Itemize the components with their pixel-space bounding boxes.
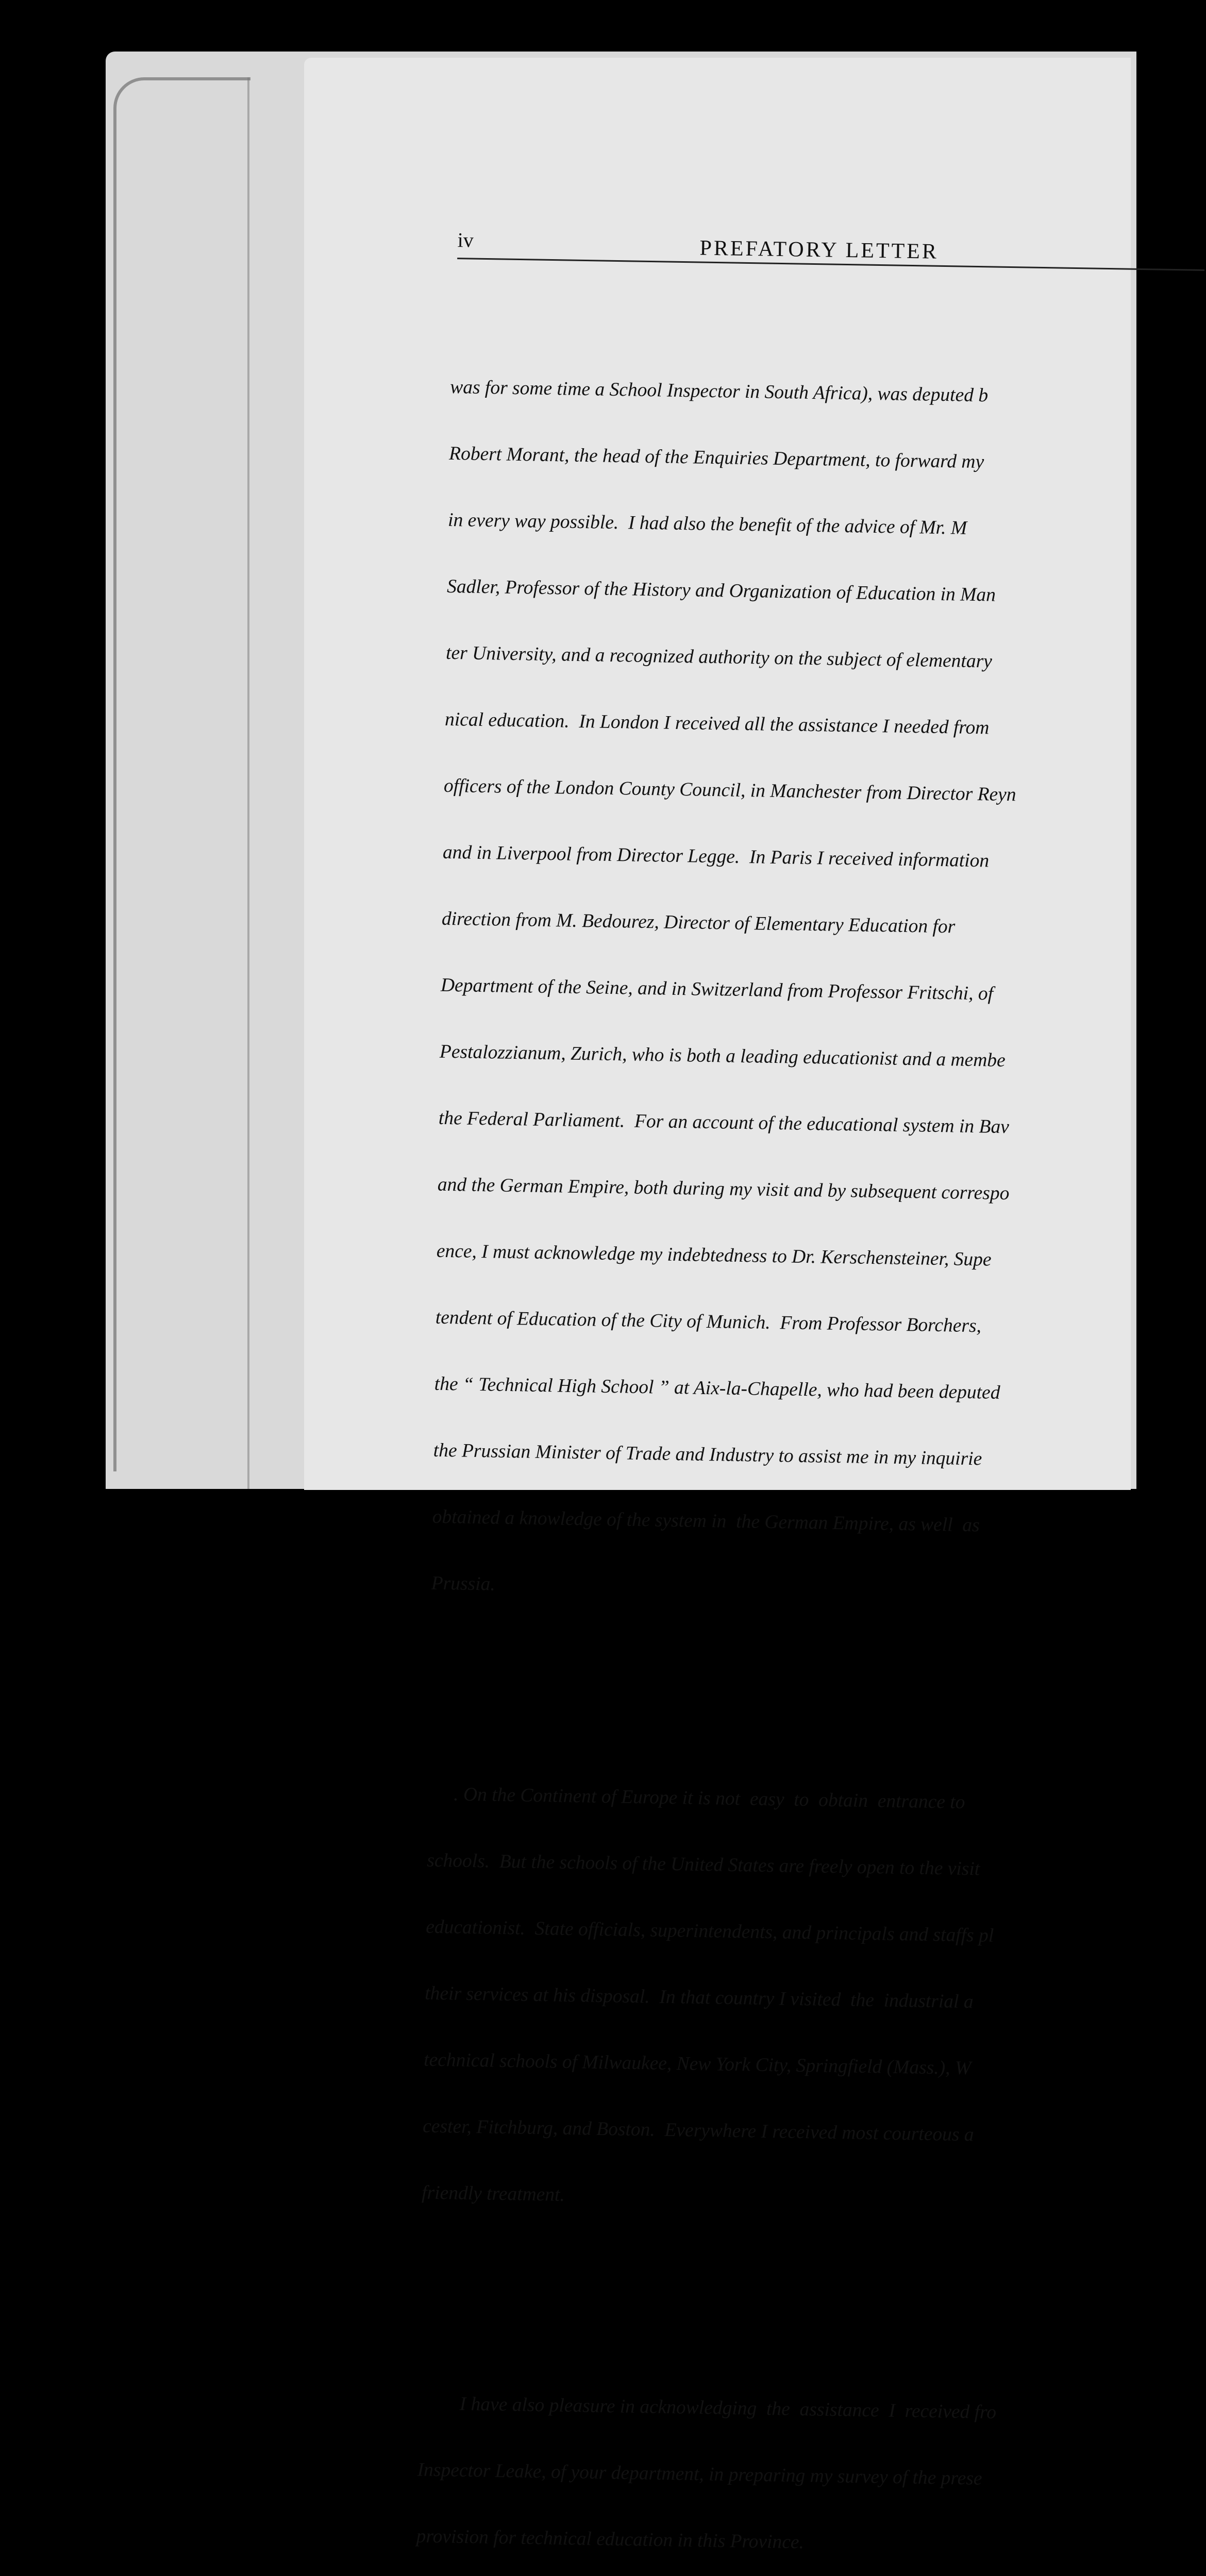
text-line: tendent of Education of the City of Munich. From Professor Borchers, [435,1307,982,1337]
text-line: obtained a knowledge of the system in the German Empire, as well as [432,1506,980,1536]
binding-edge [247,77,311,1489]
body-text [381,287,1204,2576]
text-line: friendly treatment. [421,2182,565,2206]
text-line: schools. But the schools of the United States are freely open to the visit [427,1850,980,1880]
text-line: I have also pleasure in acknowledging the assistance I received fro [459,2393,997,2424]
text-line: and in Liverpool from Director Legge. In Paris I received information [442,841,990,872]
text-line: Pestalozzianum, Zurich, who is both a leading educationist and a membe [439,1041,1006,1072]
text-line: Sadler, Professor of the History and Organization of Education in Man [446,575,996,606]
text-line: Robert Morant, the head of the Enquiries Department, to forward my [448,443,984,473]
paragraph-2 [421,1739,1181,2260]
text-line: and the German Empire, both during my visit and by subsequent correspo [437,1174,1010,1205]
page-number: iv [457,228,474,252]
text-line: Inspector Leake, of your department, in preparing my survey of the prese [417,2459,982,2489]
text-line: in every way possible. I had also the benefit of the advice of Mr. M [447,509,967,539]
text-line: was for some time a School Inspector in South Africa), was deputed b [449,376,989,406]
text-line: direction from M. Bedourez, Director of Elementary Education for [441,908,956,938]
text-line: educationist. State officials, superintendents, and principals and staffs pl [425,1916,994,1946]
page-content [416,166,1206,2553]
text-line: the Federal Parliament. For an account of the educational system in Bav [438,1107,1010,1138]
text-line: their services at his disposal. In that country I visited the industrial a [424,1982,974,2013]
text-line: . On the Continent of Europe it is not easy to obtain entrance to [454,1784,965,1813]
text-line: technical schools of Milwaukee, New York City, Springfield (Mass.), W [423,2049,971,2079]
text-line: nical education. In London I received all the assistance I needed from [444,708,990,739]
text-line: cester, Fitchburg, and Boston. Everywhere I received most courteous a [422,2115,974,2146]
text-line: the Prussian Minister of Trade and Industry to assist me in my inquirie [433,1439,982,1470]
paragraph-1 [430,332,1203,1651]
text-line: ter University, and a recognized authority on the subject of elementary [445,642,993,672]
text-line: Prussia. [431,1572,496,1595]
text-line: officers of the London County Council, in Manchester from Director Reyn [443,775,1016,806]
paragraph-3 [415,2348,1171,2576]
text-line: ence, I must acknowledge my indebtedness to Dr. Kerschensteiner, Supe [436,1240,992,1270]
page-curl-shadow [113,77,250,1471]
text-line: provision for technical education in this Province. [416,2526,805,2553]
book-page [304,58,1131,2553]
text-line: the “ Technical High School ” at Aix-la-Chapelle, who had been deputed [434,1373,1000,1403]
text-line: Department of the Seine, and in Switzerland from Professor Fritschi, of [440,974,994,1005]
running-title: PREFATORY LETTER [699,236,939,264]
